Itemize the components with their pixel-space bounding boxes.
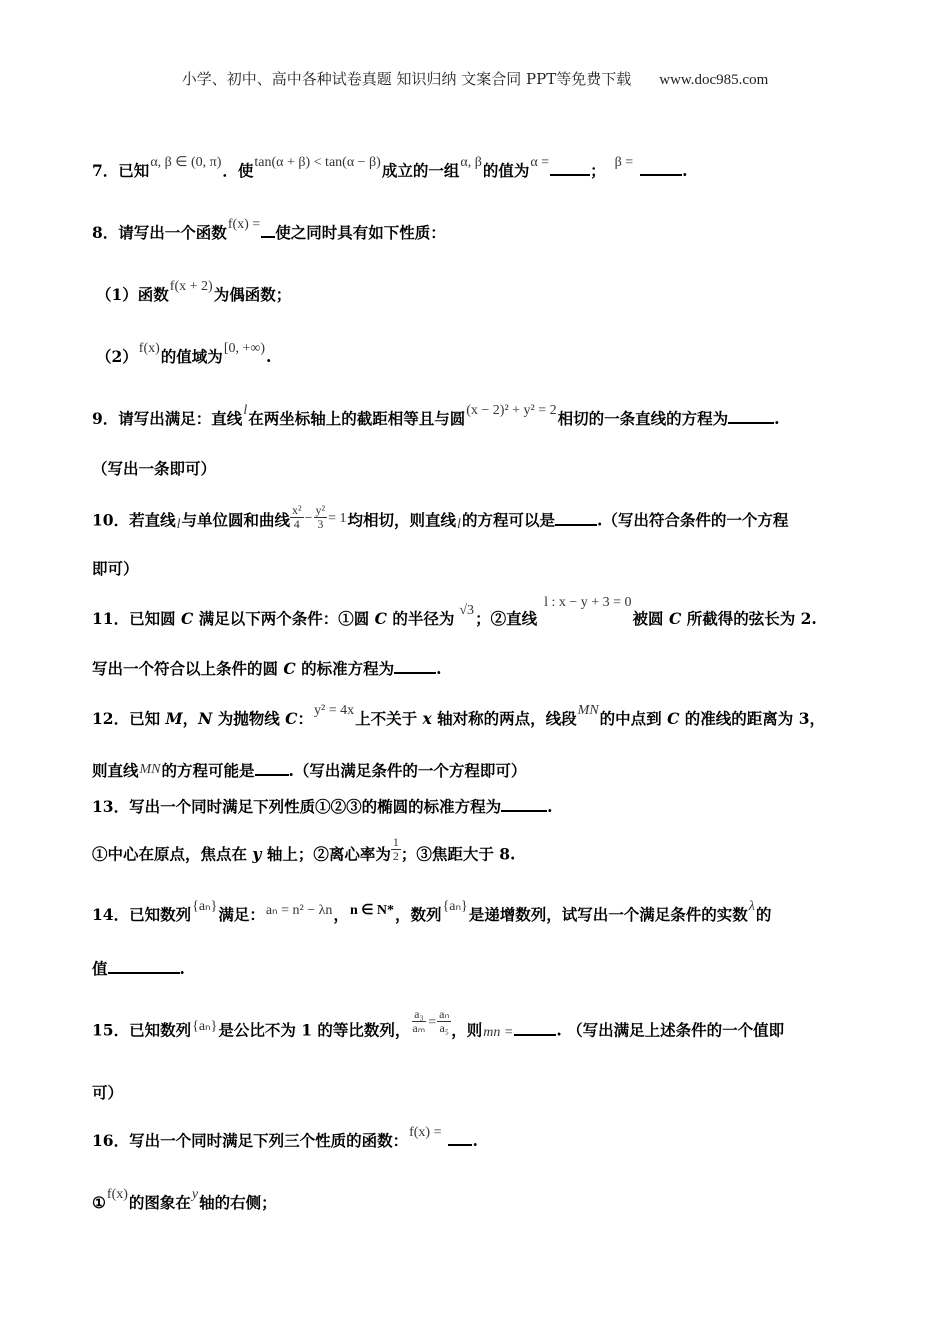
- answer-blank[interactable]: [255, 760, 289, 776]
- page-header: [0, 68, 950, 89]
- question-number: 15．: [92, 1020, 130, 1040]
- q-text: 已知: [129, 709, 166, 728]
- math-expr: = 1: [328, 510, 347, 526]
- fraction-numerator: x²: [292, 503, 302, 517]
- question-number: 8．: [92, 223, 119, 242]
- q-text: .: [266, 347, 272, 366]
- math-var: y: [252, 844, 262, 864]
- q-text: 的准线的距离为 3，: [679, 709, 825, 728]
- math-var: C: [374, 609, 387, 628]
- q-text: 请写出一个函数: [118, 223, 227, 242]
- q-text: 的值为: [482, 161, 530, 180]
- math-expr: {aₙ}: [442, 899, 468, 914]
- fraction-denominator: a₅: [439, 1021, 449, 1035]
- question-14-continued: [92, 958, 862, 980]
- math-expr: √3: [459, 603, 475, 618]
- q-text: 轴的右侧；: [199, 1193, 277, 1212]
- answer-blank[interactable]: [448, 1130, 472, 1146]
- q-text: 的半径为: [386, 609, 455, 628]
- q-text: ；③焦距大于 8.: [400, 844, 516, 864]
- q-text: 在两坐标轴上的截距相等且与圆: [248, 409, 466, 428]
- question-12-continued: [92, 760, 862, 784]
- math-expr: mn =: [483, 1024, 514, 1040]
- q-text: ①: [92, 1193, 106, 1212]
- q-text: 是公比不为 1 的等比数列，: [218, 1020, 411, 1040]
- question-9-note: [92, 458, 862, 480]
- q-text: ①中心在原点，焦点在: [92, 844, 253, 864]
- q-text: 的中点到: [599, 709, 668, 728]
- fraction: [410, 1008, 427, 1035]
- q-text: 使之同时具有如下性质：: [275, 223, 446, 242]
- question-11-continued: [92, 658, 862, 680]
- q-text: （1）函数: [96, 285, 169, 304]
- q-text: .: [436, 659, 442, 678]
- q-text: 则直线: [92, 761, 139, 780]
- q-text: 相切的一条直线的方程为: [557, 409, 729, 428]
- math-var: C: [285, 709, 298, 728]
- q-text: 已知圆: [129, 609, 181, 628]
- fraction-numerator: y²: [315, 503, 326, 517]
- q-text: 上不关于: [355, 709, 423, 728]
- math-expr: l: [457, 516, 461, 532]
- q-text: 写出一个同时满足下列性质①②③的椭圆的标准方程为: [129, 797, 502, 816]
- q-text: ，数列: [395, 905, 442, 924]
- question-10: [92, 503, 862, 535]
- q-text: 已知数列: [129, 905, 192, 924]
- answer-blank[interactable]: [550, 160, 590, 176]
- fraction: [290, 504, 304, 531]
- q-text: .: [547, 797, 553, 816]
- math-expr: α =: [530, 155, 550, 170]
- math-var: C: [667, 709, 680, 728]
- q-text: 写出一个符合以上条件的圆: [92, 659, 284, 678]
- question-14: [92, 899, 862, 928]
- question-12: [92, 703, 862, 732]
- q-text: 即可）: [92, 559, 139, 578]
- fraction-denominator: 2: [392, 849, 399, 863]
- fraction-denominator: 4: [293, 517, 300, 531]
- question-13: [92, 796, 862, 818]
- q-text: 满足以下两个条件：①圆: [193, 609, 375, 628]
- q-text: 所截得的弦长为 2.: [681, 609, 817, 628]
- answer-blank[interactable]: [640, 160, 682, 176]
- question-15: [92, 1007, 862, 1045]
- fraction: [314, 504, 328, 531]
- fraction-denominator: 3: [317, 517, 324, 531]
- q-text: .: [472, 1131, 478, 1150]
- answer-blank[interactable]: [555, 510, 597, 526]
- question-number: 11．: [92, 609, 130, 628]
- question-number: 7．: [92, 161, 119, 180]
- q-text: 轴上；②离心率为: [261, 844, 391, 864]
- question-number: 12．: [92, 709, 130, 728]
- math-expr: {aₙ}: [192, 1018, 218, 1034]
- q-text: 的值域为: [160, 347, 223, 366]
- question-15-continued: [92, 1082, 862, 1104]
- math-expr: y² = 4x: [314, 703, 355, 718]
- question-11: [92, 595, 862, 632]
- question-number: 13．: [92, 797, 130, 816]
- math-expr: f(x) =: [409, 1125, 442, 1140]
- question-10-continued: [92, 558, 862, 580]
- question-number: 16．: [92, 1131, 130, 1150]
- q-text: ．使: [222, 161, 254, 180]
- question-number: 14．: [92, 905, 130, 924]
- q-text: ，: [333, 905, 349, 924]
- fraction: [437, 1008, 451, 1035]
- math-expr: f(x + 2): [169, 279, 213, 294]
- question-8: [92, 217, 862, 246]
- q-text: ；②直线: [475, 609, 538, 628]
- q-text: .（写出符合条件的一个方程: [596, 510, 789, 530]
- q-text: 写出一个同时满足下列三个性质的函数：: [129, 1131, 409, 1150]
- question-8-property-1: [96, 279, 862, 308]
- math-expr: α, β ∈ (0, π): [150, 155, 222, 170]
- math-expr: f(x): [138, 341, 160, 356]
- q-text: 被圆: [632, 609, 669, 628]
- fraction-denominator: aₘ: [412, 1021, 426, 1035]
- q-text: 与单位圆和曲线: [181, 510, 290, 530]
- fraction-numerator: aₙ: [439, 1007, 450, 1021]
- math-expr: (x − 2)² + y² = 2: [466, 403, 557, 418]
- math-expr: −: [304, 510, 313, 526]
- q-text: .: [682, 161, 688, 180]
- math-var: N: [198, 709, 213, 728]
- math-var: M: [165, 709, 183, 728]
- q-text: （写出一条即可）: [92, 459, 217, 478]
- question-number: 10．: [92, 510, 130, 530]
- math-expr: λ: [748, 899, 755, 914]
- answer-blank[interactable]: [728, 408, 774, 424]
- math-expr: {aₙ}: [192, 899, 218, 914]
- math-var: x: [422, 709, 432, 728]
- q-text: 成立的一组: [381, 161, 460, 180]
- math-expr: l: [243, 403, 248, 418]
- q-text: 的: [755, 905, 772, 924]
- q-text: 若直线: [129, 510, 176, 530]
- q-text: .: [179, 959, 185, 978]
- answer-blank[interactable]: [394, 658, 436, 674]
- answer-blank[interactable]: [501, 796, 547, 812]
- math-expr: [0, +∞): [223, 341, 266, 356]
- q-text: 为抛物线: [212, 709, 286, 728]
- answer-blank[interactable]: [261, 222, 275, 238]
- q-text: 请写出满足：直线: [118, 409, 243, 428]
- q-text: 已知数列: [129, 1020, 192, 1040]
- q-text: 的方程可能是: [161, 761, 255, 780]
- math-expr: MN: [139, 762, 161, 777]
- question-9: [92, 403, 862, 432]
- math-expr: y: [191, 1187, 199, 1202]
- answer-blank[interactable]: [108, 958, 180, 974]
- q-text: 值: [92, 959, 108, 978]
- q-text: 的方程可以是: [461, 510, 555, 530]
- q-text: .（写出满足条件的一个方程即可）: [288, 761, 527, 780]
- math-expr: n ∈ N*: [349, 903, 395, 918]
- math-expr: l: [176, 516, 181, 532]
- math-expr: MN: [577, 703, 599, 718]
- q-text: ，: [182, 709, 199, 728]
- question-16: [92, 1125, 862, 1154]
- q-text: 是递增数列，试写出一个满足条件的实数: [468, 905, 748, 924]
- fraction-numerator: 1: [392, 835, 399, 849]
- header-text: 小学、初中、高中各种试卷真题 知识归纳 文案合同 PPT等免费下载: [181, 70, 632, 88]
- math-expr: =: [428, 1014, 437, 1030]
- math-var: C: [668, 609, 682, 628]
- question-7: [92, 155, 862, 184]
- math-expr: tan(α + β) < tan(α − β): [254, 155, 381, 170]
- question-16-property-1: [92, 1187, 862, 1216]
- question-number: 9．: [92, 409, 119, 428]
- fraction: [391, 836, 401, 863]
- math-var: C: [180, 609, 194, 628]
- q-text: ，则: [451, 1020, 483, 1040]
- math-var: C: [283, 659, 296, 678]
- header-url[interactable]: www.doc985.com: [659, 72, 769, 88]
- q-text: 已知: [118, 161, 150, 180]
- q-text: 的标准方程为: [295, 659, 395, 678]
- answer-blank[interactable]: [514, 1020, 556, 1036]
- q-text: 轴对称的两点，线段: [431, 709, 577, 728]
- math-expr: f(x) =: [227, 217, 261, 232]
- q-text: 的图象在: [128, 1193, 191, 1212]
- q-text: （2）: [96, 347, 138, 366]
- q-text: 可）: [92, 1083, 124, 1102]
- q-text: 为偶函数；: [213, 285, 292, 304]
- question-8-property-2: [96, 341, 862, 370]
- question-13-conditions: [92, 835, 862, 869]
- q-text: 均相切，则直线: [347, 510, 457, 530]
- q-text: . （写出满足上述条件的一个值即: [556, 1020, 785, 1040]
- math-expr: β =: [614, 155, 634, 170]
- q-text: 满足：: [218, 905, 265, 924]
- fraction-numerator: a₃: [414, 1007, 424, 1021]
- math-expr: l : x − y + 3 = 0: [544, 595, 632, 610]
- math-expr: α, β: [460, 155, 482, 170]
- q-text: .: [774, 409, 780, 428]
- q-text: ：: [297, 709, 313, 728]
- q-text: ；: [590, 161, 606, 180]
- math-expr: aₙ = n² − λn: [265, 903, 333, 918]
- math-expr: f(x): [106, 1187, 128, 1202]
